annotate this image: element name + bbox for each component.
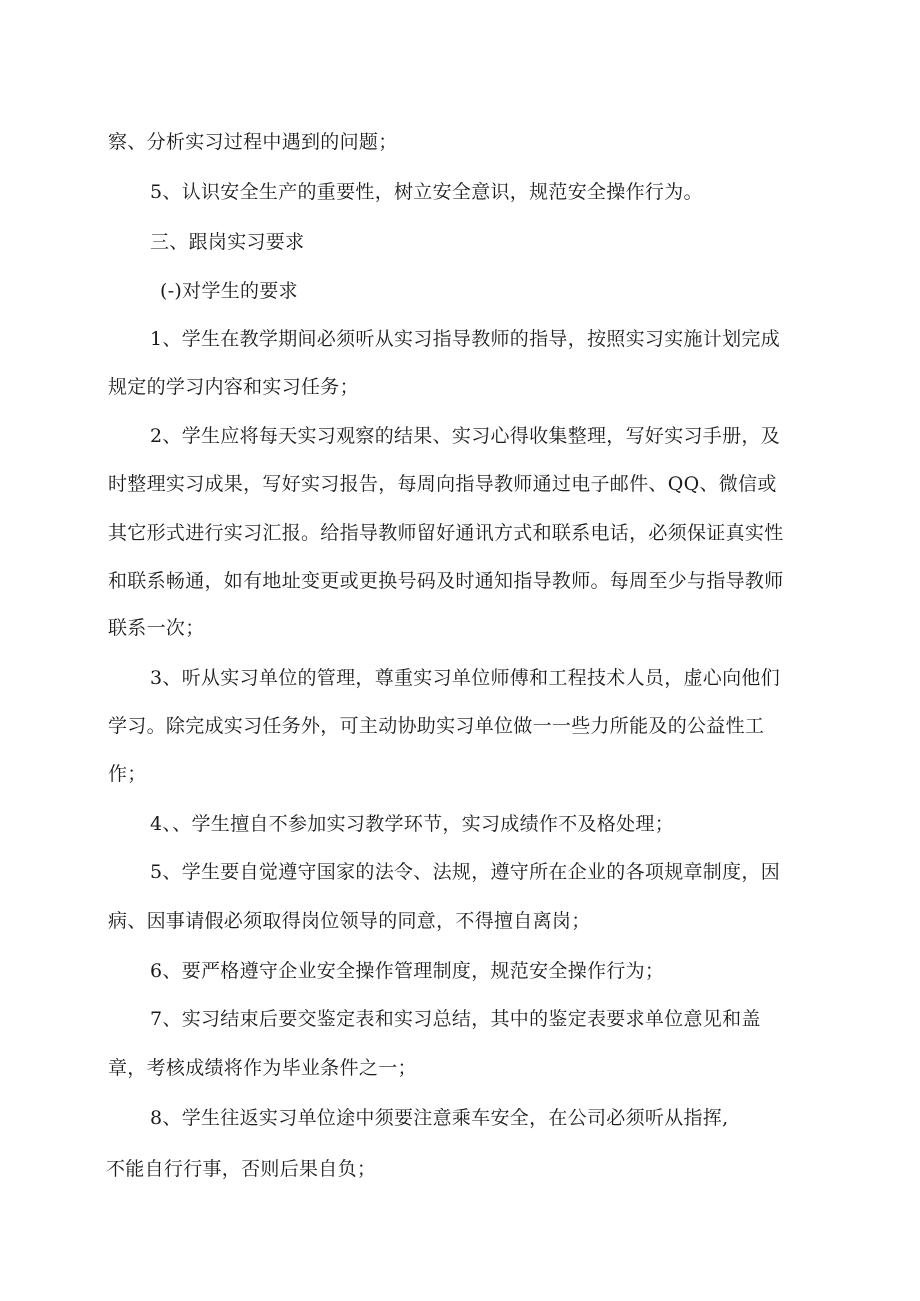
text-line: 4、、学生擅自不参加实习教学环节，实习成绩作不及格处理； [150, 813, 674, 835]
text-line: 3、听从实习单位的管理，尊重实习单位师傅和工程技术人员，虚心向他们 [150, 667, 780, 689]
section-heading: 三、跟岗实习要求 [150, 231, 305, 253]
text-line: 察、分析实习过程中遇到的问题； [108, 131, 398, 153]
text-line: 5、认识安全生产的重要性，树立安全意识，规范安全操作行为。 [150, 181, 703, 203]
text-line: 规定的学习内容和实习任务； [108, 376, 359, 398]
text-line: 病、因事请假必须取得岗位领导的同意，不得擅自离岗； [108, 910, 591, 932]
text-line: 和联系畅通，如有地址变更或更换号码及时通知指导教师。每周至少与指导教师 [108, 570, 784, 592]
text-line: 时整理实习成果，写好实习报告，每周向指导教师通过电子邮件、QQ、微信或 [108, 473, 777, 495]
text-line: 作； [108, 763, 147, 785]
text-line: 章，考核成绩将作为毕业条件之一； [108, 1057, 417, 1079]
text-line: 其它形式进行实习汇报。给指导教师留好通讯方式和联系电话，必须保证真实性 [108, 522, 784, 544]
text-line: 联系一次； [108, 617, 205, 639]
subsection-heading: (-)对学生的要求 [160, 280, 298, 302]
text-line: 7、实习结束后要交鉴定表和实习总结，其中的鉴定表要求单位意见和盖 [150, 1008, 761, 1030]
text-line: 2、学生应将每天实习观察的结果、实习心得收集整理，写好实习手册，及 [150, 425, 780, 447]
text-line: 1、学生在教学期间必须听从实习指导教师的指导，按照实习实施计划完成 [150, 328, 780, 350]
text-line: 不能自行行事，否则后果自负； [106, 1158, 377, 1180]
text-line: 6、要严格遵守企业安全操作管理制度，规范安全操作行为； [150, 960, 665, 982]
text-line: 学习。除完成实习任务外，可主动协助实习单位做一一些力所能及的公益性工 [108, 715, 765, 737]
text-line: 8、学生往返实习单位途中须要注意乘车安全，在公司必须听从指挥, [150, 1107, 729, 1129]
text-line: 5、学生要自觉遵守国家的法令、法规，遵守所在企业的各项规章制度，因 [150, 861, 780, 883]
